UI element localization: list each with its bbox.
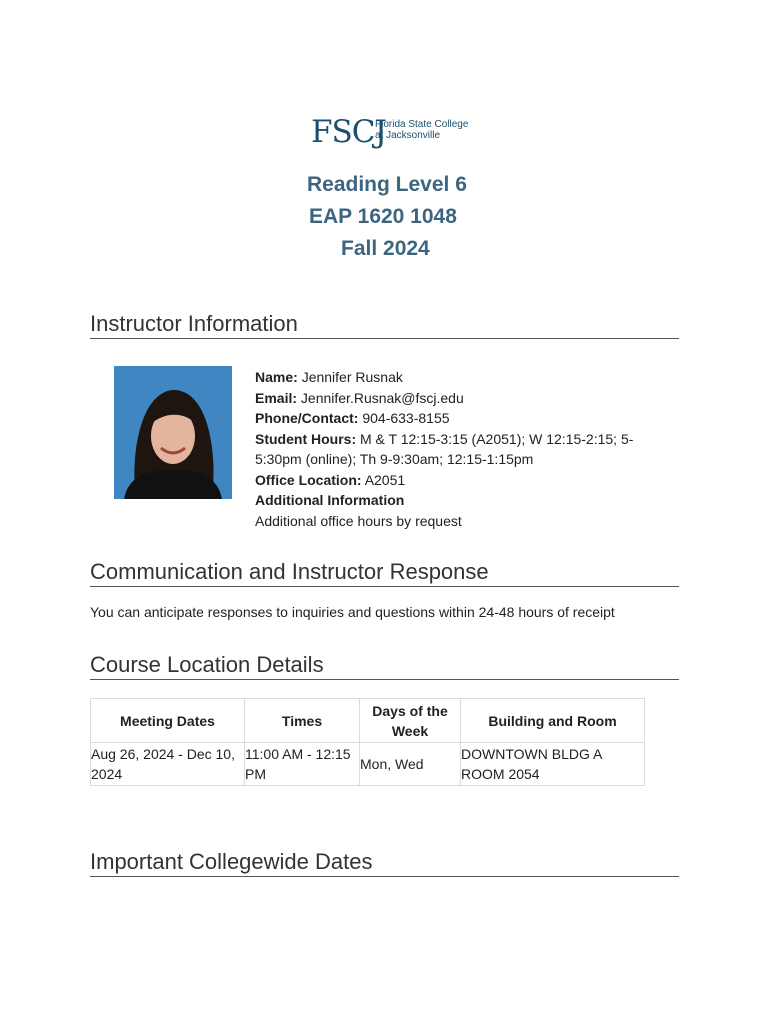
instructor-info bbox=[255, 367, 650, 531]
phone-label: Phone/Contact: bbox=[255, 410, 359, 426]
course-term: Fall 2024 bbox=[341, 237, 430, 260]
header-days: Days of the Week bbox=[360, 699, 461, 743]
section-dates-heading: Important Collegewide Dates bbox=[90, 849, 679, 877]
office-location: A2051 bbox=[364, 471, 406, 488]
hours-label: Student Hours: bbox=[255, 430, 357, 447]
header-building-room: Building and Room bbox=[461, 699, 645, 743]
office-location-row bbox=[255, 470, 650, 491]
cell-building-room: DOWNTOWN BLDG A ROOM 2054 bbox=[461, 743, 645, 786]
fscj-logo bbox=[311, 112, 471, 152]
student-hours-row bbox=[255, 429, 650, 470]
additional-info-label: Additional Information bbox=[255, 492, 405, 508]
cell-meeting-dates: Aug 26, 2024 - Dec 10, 2024 bbox=[91, 743, 245, 786]
instructor-email: Jennifer.Rusnak@fscj.edu bbox=[300, 389, 464, 406]
table-row bbox=[91, 743, 645, 786]
cell-times: 11:00 AM - 12:15 PM bbox=[245, 743, 360, 786]
section-communication-heading: Communication and Instructor Response bbox=[90, 559, 679, 587]
instructor-photo bbox=[114, 366, 232, 499]
email-label: Email: bbox=[255, 389, 298, 406]
header-times: Times bbox=[245, 699, 360, 743]
course-code: EAP 1620 1048 bbox=[309, 205, 457, 228]
section-instructor-heading: Instructor Information bbox=[90, 311, 679, 339]
student-hours: M & T 12:15-3:15 (A2051); W 12:15-2:15; 5-5:30pm (online); Th 9-9:30am; 12:15-1:15pm bbox=[255, 430, 634, 467]
logo-line-1: Florida State College bbox=[375, 119, 469, 130]
office-label: Office Location: bbox=[255, 471, 362, 488]
instructor-name-row bbox=[255, 367, 650, 388]
logo-line-2: at Jacksonville bbox=[375, 130, 441, 141]
communication-text: You can anticipate responses to inquiries and questions within 24-48 hours of receipt bbox=[90, 604, 615, 620]
name-label: Name: bbox=[255, 369, 298, 385]
additional-info: Additional office hours by request bbox=[255, 512, 462, 529]
cell-days: Mon, Wed bbox=[360, 743, 461, 786]
table-header-row bbox=[91, 699, 645, 743]
course-location-table bbox=[90, 698, 645, 786]
logo-mark: FSCJ bbox=[311, 114, 386, 150]
header-meeting-dates: Meeting Dates bbox=[91, 699, 245, 743]
section-location-heading: Course Location Details bbox=[90, 652, 679, 680]
instructor-name: Jennifer Rusnak bbox=[301, 369, 403, 385]
instructor-phone-row bbox=[255, 408, 650, 429]
logo-text bbox=[375, 119, 468, 141]
instructor-phone: 904-633-8155 bbox=[362, 410, 450, 426]
instructor-email-row bbox=[255, 388, 650, 409]
course-title: Reading Level 6 bbox=[307, 173, 467, 196]
